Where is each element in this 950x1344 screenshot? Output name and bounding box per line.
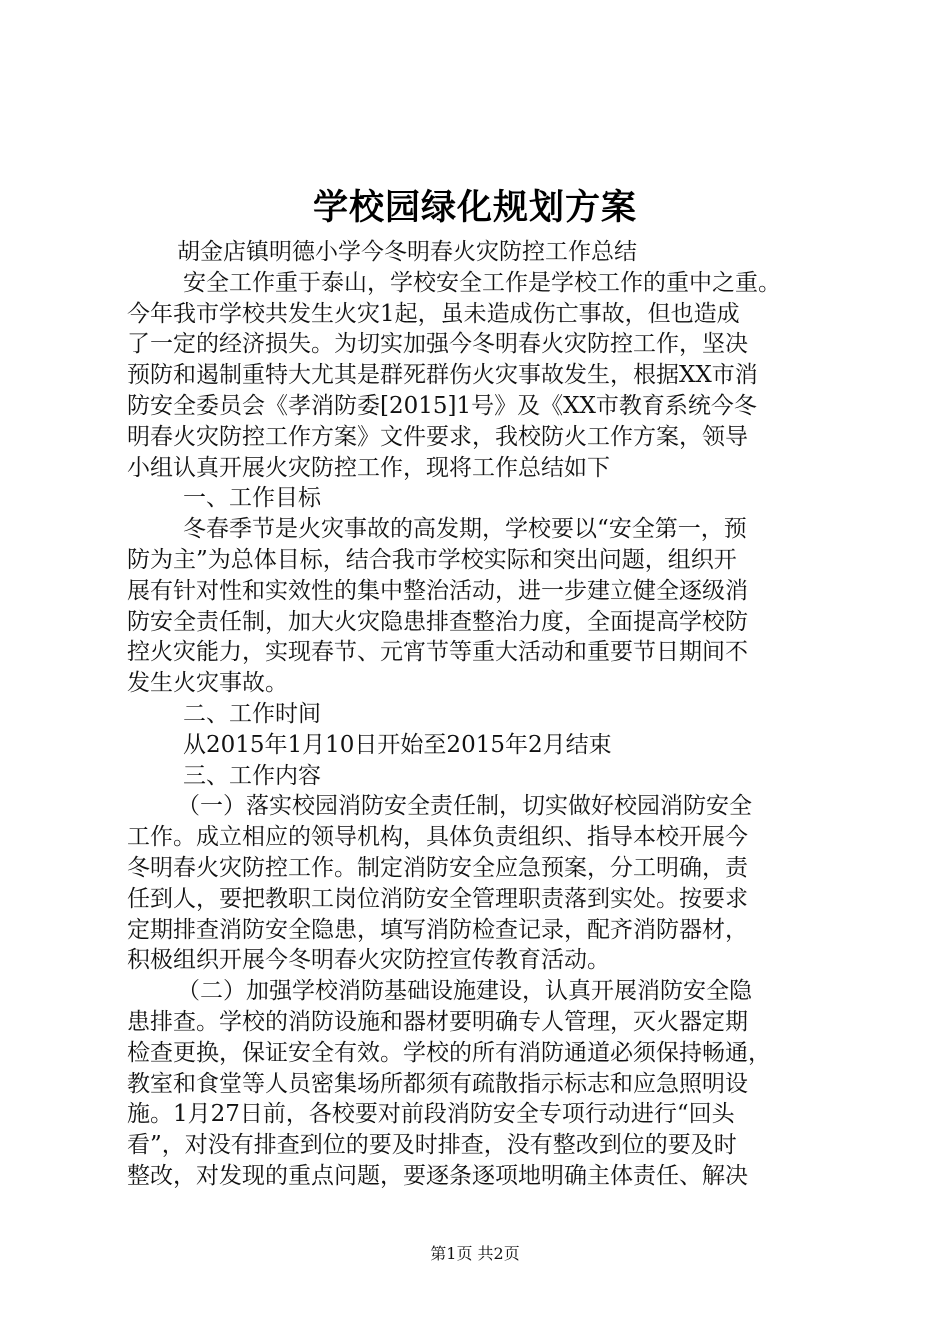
section-heading: 一、工作目标 [183, 485, 321, 512]
paragraph-line: （二）加强学校消防基础设施建设，认真开展消防安全隐 [177, 978, 752, 1005]
paragraph-line: 预防和遏制重特大尤其是群死群伤火灾事故发生，根据XX市消 [127, 362, 758, 389]
paragraph-line: 防安全委员会《孝消防委[2015]1号》及《XX市教育系统今冬 [127, 392, 757, 419]
paragraph-line: 教室和食堂等人员密集场所都须有疏散指示标志和应急照明设 [127, 1070, 748, 1097]
document-body [127, 237, 839, 1192]
paragraph-line: 小组认真开展火灾防控工作，现将工作总结如下 [127, 454, 610, 481]
document-title: 学校园绿化规划方案 [312, 187, 637, 228]
paragraph-line: 发生火灾事故。 [127, 670, 288, 697]
paragraph-line: 检查更换，保证安全有效。学校的所有消防通道必须保持畅通， [127, 1039, 771, 1066]
paragraph-line: 防安全责任制，加大火灾隐患排查整治力度，全面提高学校防 [127, 608, 748, 635]
paragraph-line: 冬明春火灾防控工作。制定消防安全应急预案，分工明确，责 [127, 854, 748, 881]
paragraph-line: 安全工作重于泰山，学校安全工作是学校工作的重中之重。 [183, 269, 781, 296]
paragraph-line: 冬春季节是火灾事故的高发期，学校要以“安全第一，预 [183, 516, 747, 543]
section-heading: 三、工作内容 [183, 762, 321, 789]
paragraph-line: 积极组织开展今冬明春火灾防控宣传教育活动。 [127, 947, 610, 974]
paragraph-line: 工作。成立相应的领导机构，具体负责组织、指导本校开展今 [127, 824, 748, 851]
paragraph-line: 从2015年1月10日开始至2015年2月结束 [183, 731, 612, 758]
paragraph-line: 防为主”为总体目标，结合我市学校实际和突出问题，组织开 [127, 546, 737, 573]
paragraph-line: 了一定的经济损失。为切实加强今冬明春火灾防控工作，坚决 [127, 331, 748, 358]
paragraph-line: 控火灾能力，实现春节、元宵节等重大活动和重要节日期间不 [127, 639, 748, 666]
paragraph-line: 看”，对没有排查到位的要及时排查，没有整改到位的要及时 [127, 1132, 737, 1159]
paragraph-line: 整改，对发现的重点问题，要逐条逐项地明确主体责任、解决 [127, 1162, 748, 1189]
page-number: 第1页 共2页 [430, 1244, 520, 1263]
paragraph-line: 施。1月27日前，各校要对前段消防安全专项行动进行“回头 [127, 1101, 735, 1128]
subtitle-line: 胡金店镇明德小学今冬明春火灾防控工作总结 [177, 239, 637, 265]
paragraph-line: 明春火灾防控工作方案》文件要求，我校防火工作方案，领导 [127, 423, 748, 450]
paragraph-line: 展有针对性和实效性的集中整治活动，进一步建立健全逐级消 [127, 577, 748, 604]
paragraph-line: 患排查。学校的消防设施和器材要明确专人管理，灭火器定期 [127, 1008, 748, 1035]
paragraph-line: 任到人，要把教职工岗位消防安全管理职责落到实处。按要求 [127, 885, 748, 912]
paragraph-line: （一）落实校园消防安全责任制，切实做好校园消防安全 [177, 793, 752, 820]
section-heading: 二、工作时间 [183, 700, 321, 727]
paragraph-line: 定期排查消防安全隐患，填写消防检查记录，配齐消防器材， [127, 916, 748, 943]
paragraph-line: 今年我市学校共发生火灾1起，虽未造成伤亡事故，但也造成 [127, 300, 740, 327]
